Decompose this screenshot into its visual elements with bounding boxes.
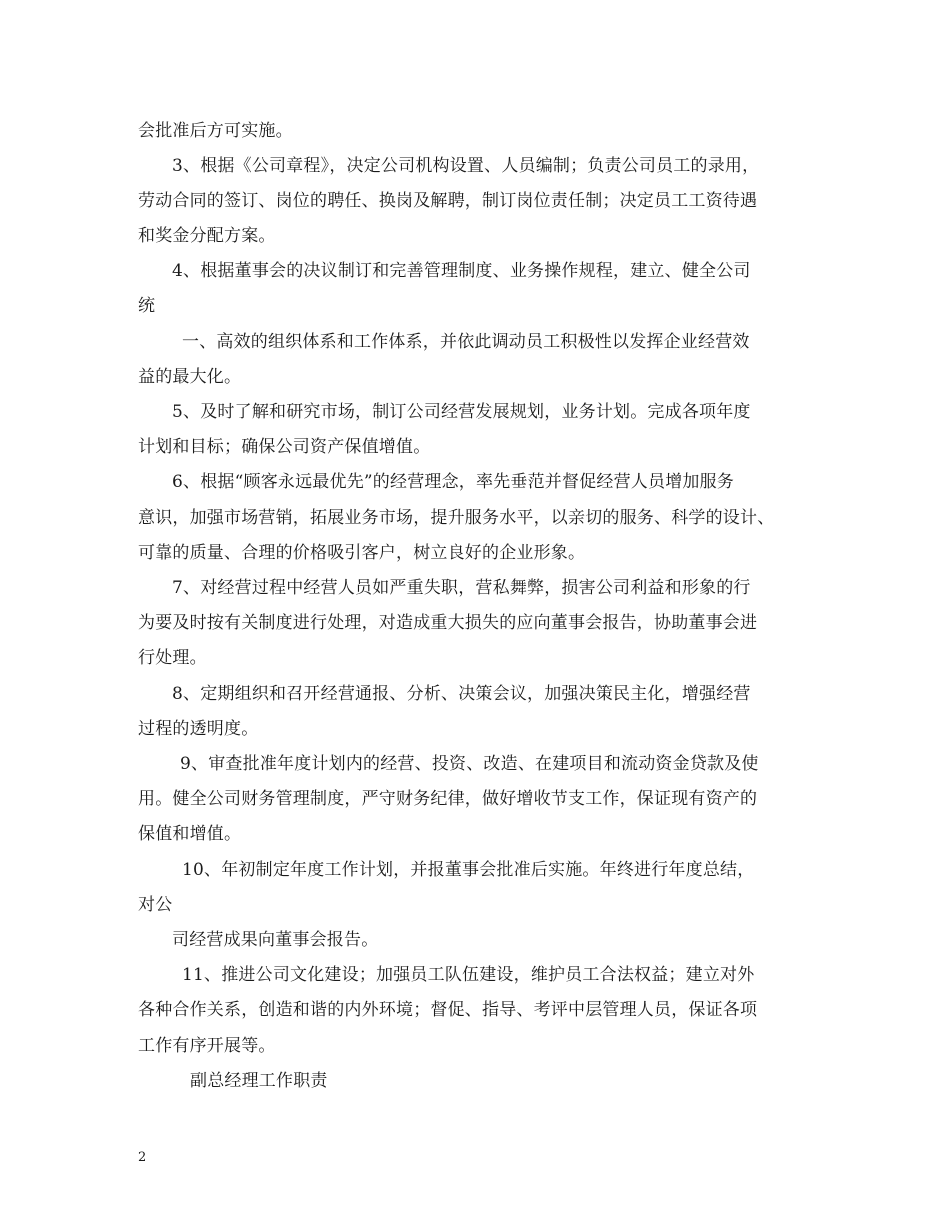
text-line: 5、及时了解和研究市场，制订公司经营发展规划，业务计划。完成各项年度 (172, 402, 751, 422)
text-line: 可靠的质量、合理的价格吸引客户，树立良好的企业形象。 (138, 543, 586, 563)
text-line: 4、根据董事会的决议制订和完善管理制度、业务操作规程，建立、健全公司 (172, 261, 751, 281)
text-line: 6、根据“顾客永远最优先”的经营理念，率先垂范并督促经营人员增加服务 (172, 472, 734, 492)
text-line: 意识，加强市场营销，拓展业务市场，提升服务水平，以亲切的服务、科学的设计、 (138, 508, 775, 528)
page-number: 2 (138, 1150, 147, 1165)
text-line: 益的最大化。 (138, 367, 242, 387)
text-line: 3、根据《公司章程》，决定公司机构设置、人员编制；负责公司员工的录用， (172, 156, 760, 176)
text-line: 用。健全公司财务管理制度，严守财务纪律，做好增收节支工作，保证现有资产的 (138, 789, 758, 809)
text-line: 行处理。 (138, 648, 207, 668)
text-line: 11、推进公司文化建设；加强员工队伍建设，维护员工合法权益；建立对外 (182, 965, 755, 985)
text-line: 为要及时按有关制度进行处理，对造成重大损失的应向董事会报告，协助董事会进 (138, 613, 758, 633)
text-line: 9、审查批准年度计划内的经营、投资、改造、在建项目和流动资金贷款及使 (180, 754, 759, 774)
text-line: 过程的透明度。 (138, 719, 259, 739)
text-line: 工作有序开展等。 (138, 1036, 276, 1056)
text-line: 7、对经营过程中经营人员如严重失职，营私舞弊，损害公司利益和形象的行 (172, 578, 751, 598)
text-line: 司经营成果向董事会报告。 (172, 930, 379, 950)
text-line: 保值和增值。 (138, 824, 242, 844)
text-line: 会批准后方可实施。 (138, 121, 293, 141)
text-line: 对公 (138, 895, 173, 915)
text-line: 一、高效的组织体系和工作体系，并依此调动员工积极性以发挥企业经营效 (182, 332, 750, 352)
text-line: 和奖金分配方案。 (138, 226, 276, 246)
text-line: 计划和目标；确保公司资产保值增值。 (138, 437, 431, 457)
text-line: 10、年初制定年度工作计划，并报董事会批准后实施。年终进行年度总结， (182, 860, 755, 880)
section-heading: 副总经理工作职责 (190, 1071, 328, 1091)
text-line: 8、定期组织和召开经营通报、分析、决策会议，加强决策民主化，增强经营 (172, 684, 751, 704)
text-line: 统 (138, 296, 156, 316)
text-line: 劳动合同的签订、岗位的聘任、换岗及解聘，制订岗位责任制；决定员工工资待遇 (138, 191, 758, 211)
text-line: 各种合作关系，创造和谐的内外环境；督促、指导、考评中层管理人员，保证各项 (138, 1000, 758, 1020)
